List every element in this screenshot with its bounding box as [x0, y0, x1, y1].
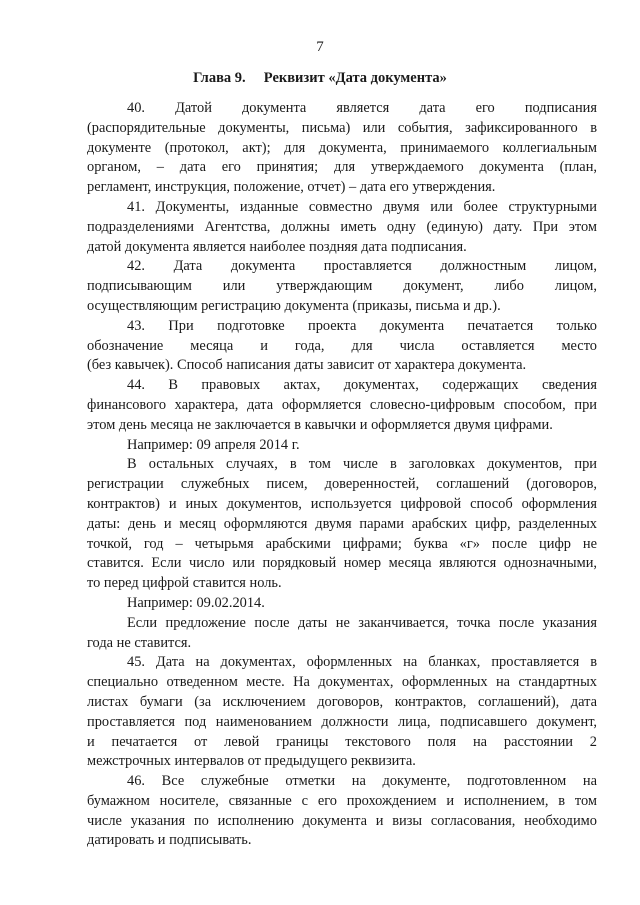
text-line: органом, – дата его принятия; для утверждаемого документа (план, — [87, 159, 597, 176]
text-line: года не ставится. — [87, 634, 192, 651]
text-line: документе (протокол, акт); для документа, принимаемого коллегиальным — [87, 139, 597, 156]
text-line: датировать и подписывать. — [87, 832, 252, 849]
page-number: 7 — [316, 39, 324, 55]
text-line: 43. При подготовке проекта документа печатается только — [127, 317, 597, 334]
text-line: бумажном носителе, связанные с его прохождением и исполнением, в том — [87, 792, 597, 809]
text-line: осуществляющим регистрацию документа (приказы, письма и др.). — [87, 297, 501, 314]
text-line: и печатается от левой границы текстового поля на расстоянии 2 — [87, 733, 597, 750]
text-line: 42. Дата документа проставляется должностным лицом, — [127, 258, 597, 275]
text-line: Если предложение после даты не заканчивается, точка после указания — [127, 614, 597, 631]
text-line: датой документа является наиболее поздняя дата подписания. — [87, 238, 467, 255]
chapter-title: Глава 9. Реквизит «Дата документа» — [193, 70, 447, 86]
text-line: ставится. Если число или порядковый номер месяца являются однозначными, — [87, 555, 597, 572]
text-line: то перед цифрой ставится ноль. — [87, 575, 282, 592]
text-line: Например: 09.02.2014. — [127, 594, 265, 611]
text-line: 46. Все служебные отметки на документе, подготовленном на — [127, 773, 597, 790]
text-line: листах бумаги (за исключением договоров, контрактов, соглашений), дата — [87, 693, 597, 710]
body-text — [87, 99, 597, 851]
text-line: точкой, год – четырьмя арабскими цифрами; буква «г» после цифр не — [87, 535, 597, 552]
text-line: (распорядительные документы, письма) или события, зафиксированного в — [87, 119, 597, 136]
text-line: регламент, инструкция, положение, отчет) – дата его утверждения. — [87, 179, 496, 196]
text-line: (без кавычек). Способ написания даты зависит от характера документа. — [87, 357, 527, 374]
text-line: этом день месяца не заключается в кавычки и оформляется двумя цифрами. — [87, 416, 553, 433]
text-line: межстрочных интервалов от предыдущего реквизита. — [87, 753, 416, 770]
text-line: 45. Дата на документах, оформленных на бланках, проставляется в — [127, 654, 597, 671]
text-line: обозначение месяца и года, для числа оставляется место — [87, 337, 597, 354]
text-line: проставляется под наименованием должности лица, подписавшего документ, — [87, 713, 597, 730]
text-line: числе указания по исполнению документа и визы согласования, необходимо — [87, 812, 597, 829]
text-line: контрактов) и иных документов, используется цифровой способ оформления — [87, 495, 597, 512]
text-line: 40. Датой документа является дата его подписания — [127, 100, 597, 116]
text-line: даты: день и месяц оформляются двумя парами арабских цифр, разделенных — [87, 515, 597, 532]
text-line: специально отведенном месте. На документах, оформленных на стандартных — [87, 674, 597, 691]
text-line: В остальных случаях, в том числе в заголовках документов, при — [127, 456, 597, 473]
text-line: регистрации служебных писем, доверенностей, соглашений (договоров, — [87, 476, 597, 493]
text-line: 41. Документы, изданные совместно двумя или более структурными — [127, 198, 597, 215]
text-line: подписывающим или утверждающим документ, либо лицом, — [87, 278, 597, 295]
text-line: Например: 09 апреля 2014 г. — [127, 436, 300, 453]
text-line: финансового характера, дата оформляется словесно-цифровым способом, при — [87, 396, 597, 413]
text-line: 44. В правовых актах, документах, содержащих сведения — [127, 377, 597, 394]
text-line: подразделениями Агентства, должны иметь одну (единую) дату. При этом — [87, 218, 597, 235]
